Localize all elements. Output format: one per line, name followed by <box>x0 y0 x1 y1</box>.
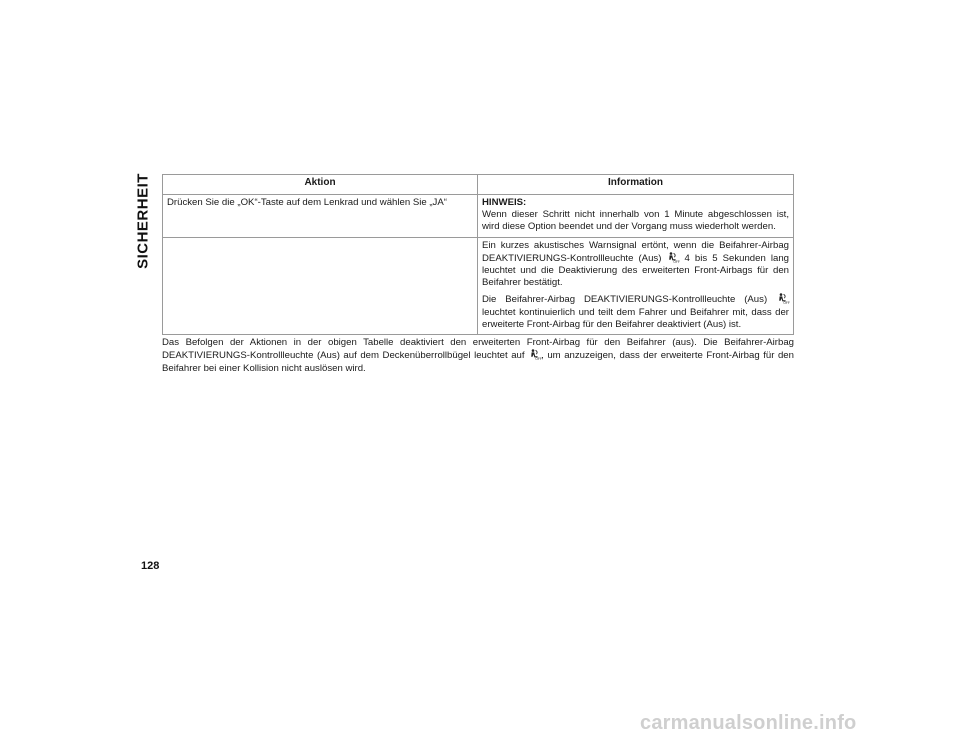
info-p1-start: Ein kurzes akustisches Warnsignal ertönt, wenn die Beifahrer-Airbag DEAKTIVIERUNGS-Kontrollleuchte (Aus) <box>482 239 789 264</box>
airbag-deactivation-table <box>162 174 794 335</box>
passenger-airbag-off-icon <box>530 349 542 361</box>
info-p2-start: Die Beifahrer-Airbag DEAKTIVIERUNGS-Kontrollleuchte (Aus) <box>482 294 768 306</box>
passenger-airbag-off-icon <box>668 252 681 264</box>
table-row <box>163 195 794 238</box>
row2-action <box>163 237 478 334</box>
svg-text:OFF: OFF <box>673 259 681 264</box>
watermark: carmanualsonline.info <box>640 712 857 734</box>
svg-text:OFF: OFF <box>535 356 542 361</box>
header-action: Aktion <box>163 175 478 195</box>
body-text-end: , um anzuzeigen, dass der erweiterte Front-Airbag für den Beifahrer bei einer Kollision nicht auslösen wird. <box>162 350 794 374</box>
section-title-text: SICHERHEIT <box>134 173 152 269</box>
info-paragraph <box>482 293 789 331</box>
row1-action: Drücken Sie die „OK“-Taste auf dem Lenkrad und wählen Sie „JA“ <box>163 195 478 238</box>
note-label: HINWEIS: <box>482 197 527 208</box>
page-number: 128 <box>141 560 160 572</box>
info-paragraph <box>482 240 789 290</box>
row1-information <box>478 195 794 238</box>
section-title <box>128 173 158 269</box>
passenger-airbag-off-icon <box>778 293 790 306</box>
body-text-start: Das Befolgen der Aktionen in der obigen Tabelle deaktiviert den erweiterten Front-Airbag für den Beifahrer (aus). Die Beifahrer-Airbag DEAKTIVIERUNGS-Kontrollleuchte (Aus) auf dem Deckenüberrollbügel leuchtet auf <box>162 337 794 361</box>
row2-information <box>478 237 794 334</box>
info-p2-end: leuchtet kontinuierlich und teilt dem Fahrer und Beifahrer mit, dass der erweiterte Front-Airbag für den Beifahrer deaktiviert (Aus) ist. <box>482 306 789 330</box>
note-text: Wenn dieser Schritt nicht innerhalb von 1 Minute abgeschlossen ist, wird diese Option beendet und der Vorgang muss wiederholt werden. <box>482 209 789 233</box>
table-row <box>163 237 794 334</box>
svg-text:OFF: OFF <box>783 301 790 306</box>
info-p1-end: 4 bis 5 Sekunden lang leuchtet und die Deaktivierung des erweiterten Front-Airbags für den Beifahrer bestätigt. <box>482 252 789 289</box>
header-information: Information <box>478 175 794 195</box>
table-header-row <box>163 175 794 195</box>
body-paragraph <box>162 336 794 375</box>
